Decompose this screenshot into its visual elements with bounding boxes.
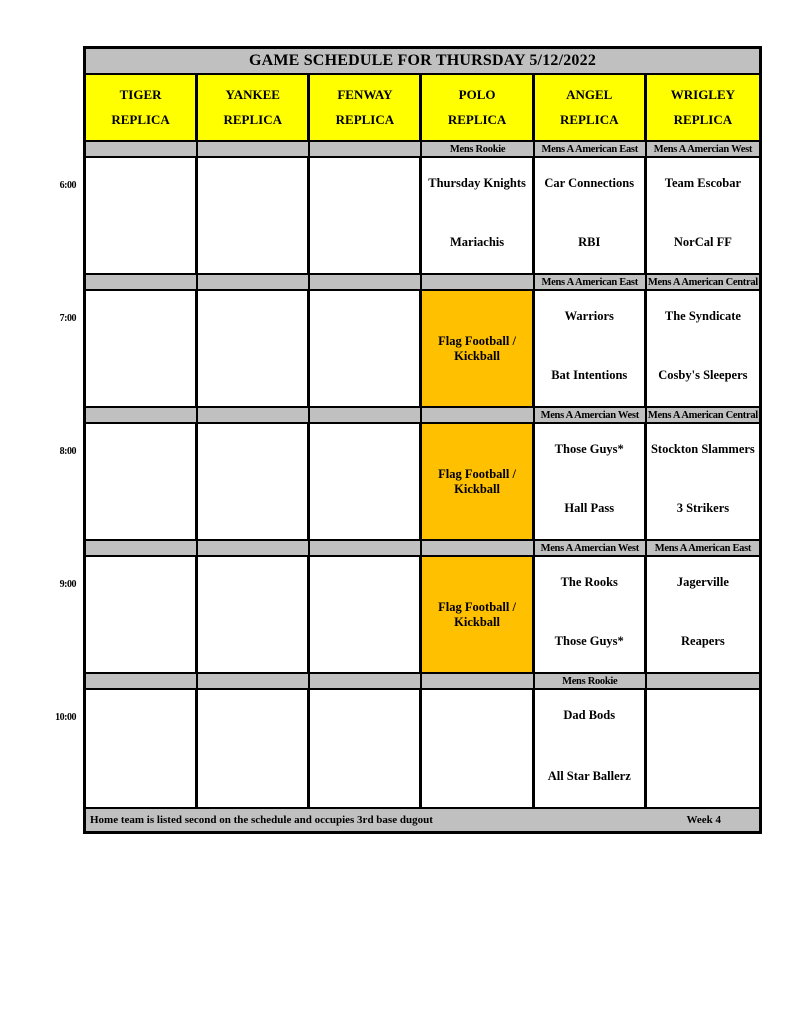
game-row-800: [59, 424, 759, 541]
field-header-tiger: [86, 75, 198, 140]
league-label: [422, 674, 534, 688]
league-label: [647, 674, 759, 688]
league-label: [86, 142, 198, 156]
league-label: Mens A Amercian West: [535, 541, 647, 555]
away-team: Car Connections: [544, 176, 635, 190]
game-row-600: [59, 158, 759, 275]
home-team: All Star Ballerz: [547, 768, 631, 783]
game-cell: [647, 158, 759, 273]
league-label: Mens A Amercian West: [653, 143, 753, 155]
game-cell: [535, 291, 647, 406]
league-label: [310, 142, 422, 156]
league-row-700: [86, 275, 759, 291]
game-cell: [647, 291, 759, 406]
empty-cell: [198, 424, 310, 539]
league-row-900: [86, 541, 759, 557]
league-label: [422, 408, 534, 422]
activity-cell: [422, 557, 534, 672]
field-header-wrigley: [647, 75, 759, 140]
empty-cell: [310, 557, 422, 672]
away-team: Jagerville: [676, 575, 729, 589]
league-label: Mens A American Central: [647, 409, 758, 421]
home-team: 3 Strikers: [676, 500, 730, 515]
game-cell: [422, 158, 534, 273]
empty-cell: [310, 424, 422, 539]
field-type: REPLICA: [673, 112, 733, 127]
game-cell: [535, 158, 647, 273]
league-label: [198, 408, 310, 422]
empty-cell: [198, 158, 310, 273]
schedule-title: GAME SCHEDULE FOR THURSDAY 5/12/2022: [86, 49, 759, 75]
game-cell: [647, 424, 759, 539]
field-header-polo: [422, 75, 534, 140]
home-team: Bat Intentions: [551, 367, 628, 382]
empty-cell: [310, 158, 422, 273]
field-type: REPLICA: [335, 112, 395, 127]
league-label: [86, 275, 198, 289]
time-label: 10:00: [55, 712, 76, 723]
activity-cell: [422, 291, 534, 406]
empty-cell: [198, 690, 310, 807]
game-cell: [535, 424, 647, 539]
league-row-1000: [86, 674, 759, 690]
field-name: YANKEE: [225, 87, 280, 102]
field-name: POLO: [458, 87, 496, 102]
league-label: [310, 541, 422, 555]
empty-cell: [310, 690, 422, 807]
home-team: Mariachis: [449, 234, 505, 249]
league-label: [198, 275, 310, 289]
league-label: [86, 541, 198, 555]
home-team: RBI: [578, 234, 601, 249]
field-name: ANGEL: [566, 87, 613, 102]
away-team: Warriors: [564, 309, 614, 323]
league-label: Mens Rookie: [422, 142, 534, 156]
field-header-angel: [535, 75, 647, 140]
game-row-900: [59, 557, 759, 674]
away-team: Dad Bods: [563, 708, 616, 722]
field-type: REPLICA: [559, 112, 619, 127]
league-row-800: [86, 408, 759, 424]
footer-note: Home team is listed second on the schedule and occupies 3rd base dugout: [90, 814, 433, 826]
activity-cell: [422, 424, 534, 539]
home-team: NorCal FF: [673, 234, 732, 249]
home-team: Cosby's Sleepers: [658, 367, 748, 382]
away-team: Stockton Slammers: [650, 442, 755, 456]
league-label: [310, 275, 422, 289]
league-label: Mens A American Central: [647, 276, 758, 288]
field-header-yankee: [198, 75, 310, 140]
empty-cell: [198, 291, 310, 406]
league-label: [422, 275, 534, 289]
home-team: Those Guys*: [554, 633, 624, 648]
empty-cell: [86, 690, 198, 807]
field-name: WRIGLEY: [670, 87, 736, 102]
empty-cell: [198, 557, 310, 672]
league-label: [198, 541, 310, 555]
league-label: Mens A Amercian West: [535, 408, 647, 422]
field-type: REPLICA: [111, 112, 170, 127]
empty-cell: [422, 690, 534, 807]
field-header-fenway: [310, 75, 422, 140]
footer-row: [86, 807, 759, 831]
activity-label: Flag Football / Kickball: [438, 334, 516, 363]
empty-cell: [86, 557, 198, 672]
home-team: Reapers: [681, 633, 725, 648]
activity-label: Flag Football / Kickball: [438, 467, 516, 496]
league-row-600: [86, 142, 759, 158]
league-label: [422, 541, 534, 555]
empty-cell: [86, 158, 198, 273]
time-label: 9:00: [59, 579, 76, 590]
time-label: 8:00: [59, 446, 76, 457]
league-label: [310, 674, 422, 688]
empty-cell: [647, 690, 759, 807]
league-label: Mens A American East: [535, 275, 647, 289]
field-type: REPLICA: [447, 112, 507, 127]
time-label: 7:00: [59, 313, 76, 324]
game-cell: [535, 690, 647, 807]
field-name: TIGER: [119, 87, 162, 102]
empty-cell: [86, 424, 198, 539]
empty-cell: [310, 291, 422, 406]
league-label: [86, 674, 198, 688]
league-label: [198, 674, 310, 688]
league-label: Mens A American East: [535, 142, 647, 156]
home-team: Hall Pass: [564, 500, 615, 515]
field-type: REPLICA: [223, 112, 282, 127]
league-label: [198, 142, 310, 156]
week-label: Week 4: [686, 814, 721, 826]
away-team: Team Escobar: [664, 176, 742, 190]
game-cell: [535, 557, 647, 672]
field-name: FENWAY: [337, 87, 393, 102]
schedule-table: [55, 46, 762, 834]
away-team: Thursday Knights: [428, 176, 526, 190]
activity-label: Flag Football / Kickball: [438, 600, 516, 629]
game-row-700: [59, 291, 759, 408]
league-label: Mens Rookie: [535, 674, 647, 688]
game-row-1000: [55, 690, 759, 807]
field-header-row: [86, 75, 759, 142]
empty-cell: [86, 291, 198, 406]
league-label: Mens A American East: [654, 542, 752, 554]
league-label: [86, 408, 198, 422]
league-label: [310, 408, 422, 422]
away-team: Those Guys*: [554, 442, 624, 456]
away-team: The Rooks: [560, 575, 618, 589]
away-team: The Syndicate: [664, 309, 741, 323]
time-label: 6:00: [59, 180, 76, 191]
game-cell: [647, 557, 759, 672]
